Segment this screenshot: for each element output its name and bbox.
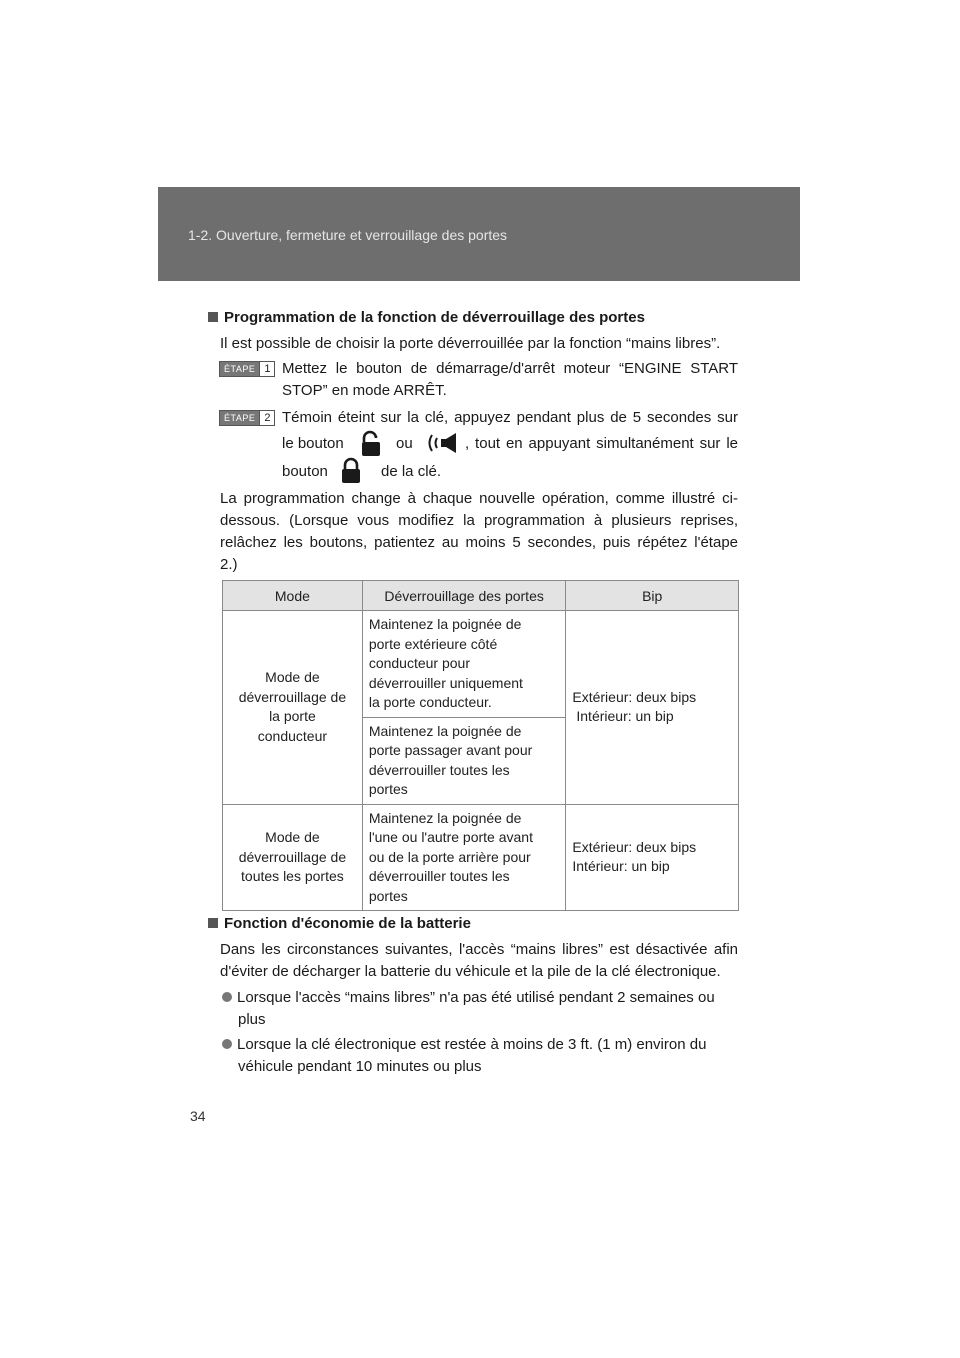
table-header-unlock: Déverrouillage des portes bbox=[362, 581, 566, 611]
cell-line: la porte bbox=[269, 708, 316, 725]
table-cell-bip bbox=[566, 611, 739, 805]
cell-line: Extérieur: deux bips bbox=[572, 688, 697, 705]
cell-line: la porte conducteur. bbox=[368, 694, 492, 710]
square-bullet-icon bbox=[208, 312, 218, 322]
bullet-text: Lorsque l'accès “mains libres” n'a pas été utilisé pendant 2 semaines ou bbox=[237, 989, 715, 1006]
battery-bullet-1 bbox=[222, 987, 715, 1009]
intro-text: Il est possible de choisir la porte déverrouillée par la fonction “mains libres”. bbox=[220, 335, 721, 352]
cell-line: Intérieur: un bip bbox=[576, 708, 674, 725]
section-title-batterie bbox=[208, 915, 471, 932]
cell-line: Maintenez la poignée de bbox=[368, 616, 522, 632]
table-header-mode: Mode bbox=[223, 581, 363, 611]
para-line-1: La programmation change à chaque nouvelle opération, comme illustré ci- bbox=[220, 490, 738, 507]
lock-icon bbox=[340, 457, 362, 490]
battery-bullet-2 bbox=[222, 1034, 730, 1056]
step2-line3-b: de la clé. bbox=[381, 463, 442, 480]
cell-line: Maintenez la poignée de bbox=[368, 809, 522, 826]
cell-line: portes bbox=[368, 887, 408, 904]
round-bullet-icon bbox=[222, 1039, 232, 1049]
step-label: ÉTAPE bbox=[220, 411, 259, 425]
para-line-2: dessous. (Lorsque vous modifiez la programmation à plusieurs reprises, bbox=[220, 512, 738, 529]
step2-line1: Témoin éteint sur la clé, appuyez pendant plus de 5 secondes sur bbox=[282, 409, 738, 426]
table-cell-unlock bbox=[362, 717, 566, 804]
cell-line: porte passager avant pour bbox=[368, 742, 533, 758]
panic-horn-icon bbox=[424, 432, 460, 459]
step2-line3-a: bouton bbox=[282, 463, 328, 480]
cell-line: Intérieur: un bip bbox=[572, 858, 670, 875]
para-line-4: 2.) bbox=[220, 556, 238, 573]
section-title-text: Fonction d'économie de la batterie bbox=[224, 915, 471, 932]
step-badge-1 bbox=[219, 361, 275, 377]
unlock-mode-table bbox=[222, 580, 739, 911]
step-badge-2 bbox=[219, 410, 275, 426]
cell-line: Mode de bbox=[265, 829, 320, 845]
table-header-row bbox=[223, 581, 739, 611]
cell-line: déverrouiller uniquement bbox=[368, 674, 523, 691]
para-line-3: relâchez les boutons, patientez au moins 5 secondes, puis répétez l'étape bbox=[220, 534, 738, 551]
table-cell-bip bbox=[566, 804, 739, 911]
step-number: 2 bbox=[259, 411, 274, 425]
table-cell-unlock bbox=[362, 804, 566, 911]
step-label: ÉTAPE bbox=[220, 362, 259, 376]
step2-line2-a: le bouton bbox=[282, 435, 344, 452]
round-bullet-icon bbox=[222, 992, 232, 1002]
cell-line: déverrouiller toutes les bbox=[368, 868, 510, 884]
bullet-text: Lorsque la clé électronique est restée à moins de 3 ft. (1 m) environ du bbox=[237, 1036, 707, 1053]
cell-line: Maintenez la poignée de bbox=[368, 722, 522, 739]
battery-bullet-1-cont: plus bbox=[238, 1011, 266, 1028]
cell-line: déverrouiller toutes les bbox=[368, 761, 510, 778]
battery-para-line-2: d'éviter de décharger la batterie du véhicule et la pile de la clé électronique. bbox=[220, 963, 721, 980]
unlock-icon bbox=[360, 430, 382, 463]
table-row bbox=[223, 611, 739, 718]
cell-line: déverrouillage de bbox=[238, 848, 347, 865]
cell-line: l'une ou l'autre porte avant bbox=[368, 829, 533, 845]
battery-bullet-2-cont: véhicule pendant 10 minutes ou plus bbox=[238, 1058, 482, 1075]
cell-line: Mode de bbox=[265, 669, 320, 686]
cell-line: conducteur bbox=[257, 727, 328, 744]
step1-line1: Mettez le bouton de démarrage/d'arrêt moteur “ENGINE START bbox=[282, 360, 738, 377]
section-title-programmation bbox=[208, 309, 645, 326]
cell-line: Extérieur: deux bips bbox=[572, 838, 697, 855]
battery-para-line-1: Dans les circonstances suivantes, l'accès “mains libres” est désactivée afin bbox=[220, 941, 738, 958]
cell-line: ou de la porte arrière pour bbox=[368, 848, 531, 865]
table-header-bip: Bip bbox=[566, 581, 739, 611]
step2-line2-c: , tout en appuyant simultanément sur le bbox=[465, 435, 738, 452]
step2-line2-b: ou bbox=[396, 435, 413, 452]
table-cell-mode bbox=[223, 804, 363, 911]
section-title-text: Programmation de la fonction de déverrouillage des portes bbox=[224, 309, 645, 326]
page-number: 34 bbox=[190, 1108, 206, 1124]
cell-line: porte extérieure côté bbox=[368, 635, 498, 652]
cell-line: toutes les portes bbox=[241, 868, 344, 884]
step-number: 1 bbox=[259, 362, 274, 376]
table-cell-mode bbox=[223, 611, 363, 805]
cell-line: déverrouillage de bbox=[238, 688, 347, 705]
square-bullet-icon bbox=[208, 918, 218, 928]
table-row bbox=[223, 804, 739, 911]
table-cell-unlock bbox=[362, 611, 566, 718]
cell-line: conducteur pour bbox=[368, 655, 471, 671]
cell-line: portes bbox=[368, 781, 408, 797]
step1-line2: STOP” en mode ARRÊT. bbox=[282, 382, 447, 399]
header-title: 1-2. Ouverture, fermeture et verrouillage des portes bbox=[188, 227, 508, 243]
